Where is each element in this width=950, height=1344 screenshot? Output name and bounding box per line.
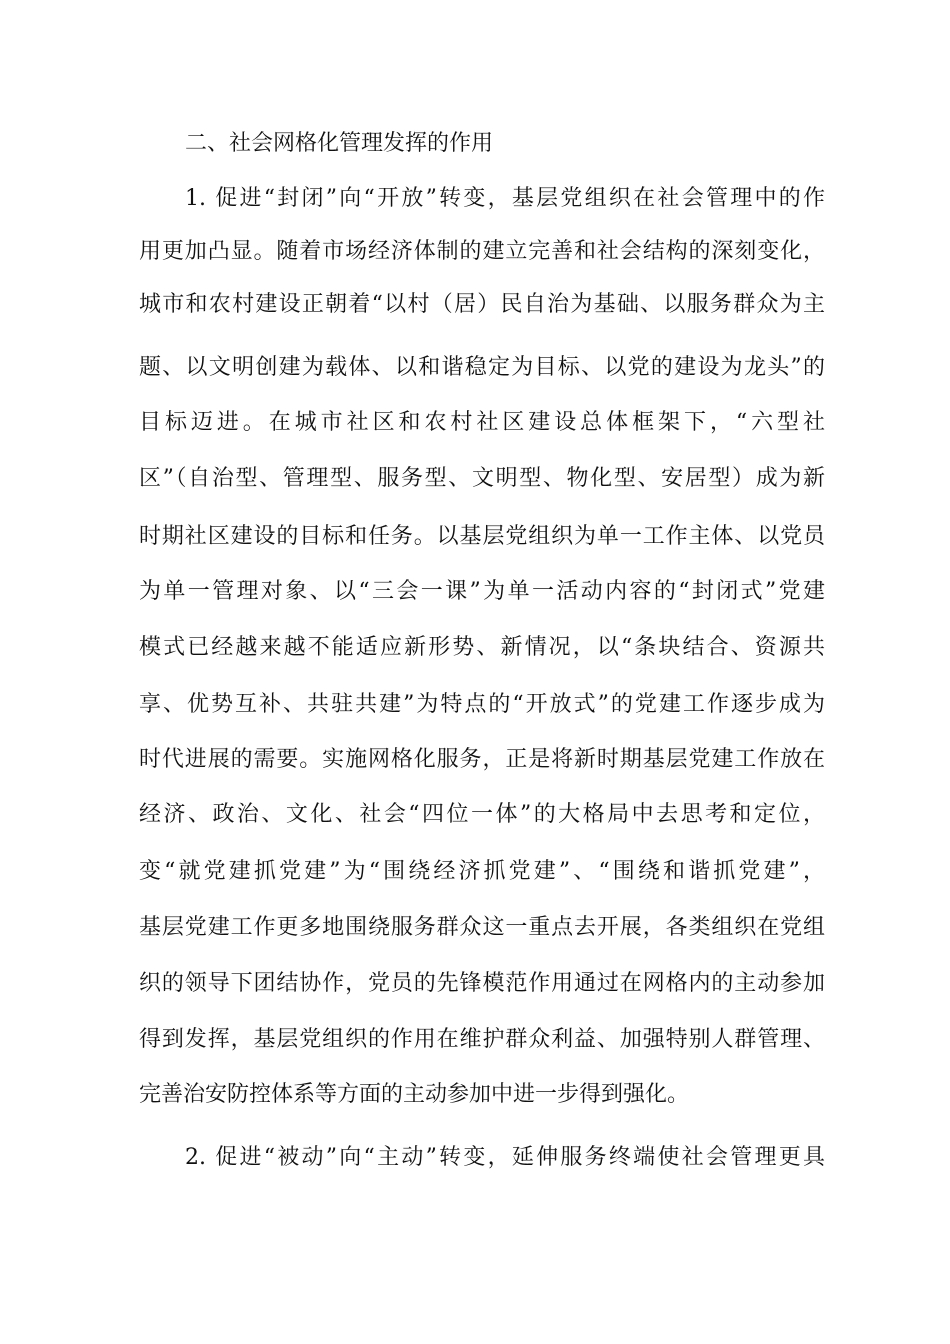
paragraph-line: 模式已经越来越不能适应新形势、新情况，以“条块结合、资源共: [139, 635, 825, 660]
paragraph-line: 享、优势互补、共驻共建”为特点的“开放式”的党建工作逐步成为: [139, 692, 825, 717]
paragraph-line: 时期社区建设的目标和任务。以基层党组织为单一工作主体、以党员: [139, 524, 825, 549]
section-heading: 二、社会网格化管理发挥的作用: [185, 131, 494, 156]
paragraph-line: 1. 促进“封闭”向“开放”转变，基层党组织在社会管理中的作: [185, 186, 825, 211]
paragraph-line: 用更加凸显。随着市场经济体制的建立完善和社会结构的深刻变化，: [139, 239, 825, 264]
paragraph-line: 为单一管理对象、以“三会一课”为单一活动内容的“封闭式”党建: [139, 579, 825, 604]
paragraph-line: 时代进展的需要。实施网格化服务，正是将新时期基层党建工作放在: [139, 747, 825, 772]
paragraph-line: 完善治安防控体系等方面的主动参加中进一步得到强化。: [139, 1082, 690, 1107]
paragraph-line: 区”（自治型、管理型、服务型、文明型、物化型、安居型）成为新: [139, 466, 825, 491]
paragraph-line: 题、以文明创建为载体、以和谐稳定为目标、以党的建设为龙头”的: [139, 355, 825, 380]
paragraph-line: 经济、政治、文化、社会“四位一体”的大格局中去思考和定位，: [139, 802, 825, 827]
paragraph-line: 目标迈进。在城市社区和农村社区建设总体框架下，“六型社: [139, 410, 825, 435]
paragraph-line: 变“就党建抓党建”为“围绕经济抓党建”、“围绕和谐抓党建”，: [139, 859, 825, 884]
paragraph-line: 基层党建工作更多地围绕服务群众这一重点去开展，各类组织在党组: [139, 915, 825, 940]
paragraph-line: 城市和农村建设正朝着“以村（居）民自治为基础、以服务群众为主: [139, 292, 825, 317]
paragraph-line: 得到发挥，基层党组织的作用在维护群众利益、加强特别人群管理、: [139, 1027, 825, 1052]
paragraph-line: 织的领导下团结协作，党员的先锋模范作用通过在网格内的主动参加: [139, 971, 825, 996]
paragraph-line: 2. 促进“被动”向“主动”转变，延伸服务终端使社会管理更具: [185, 1145, 825, 1170]
